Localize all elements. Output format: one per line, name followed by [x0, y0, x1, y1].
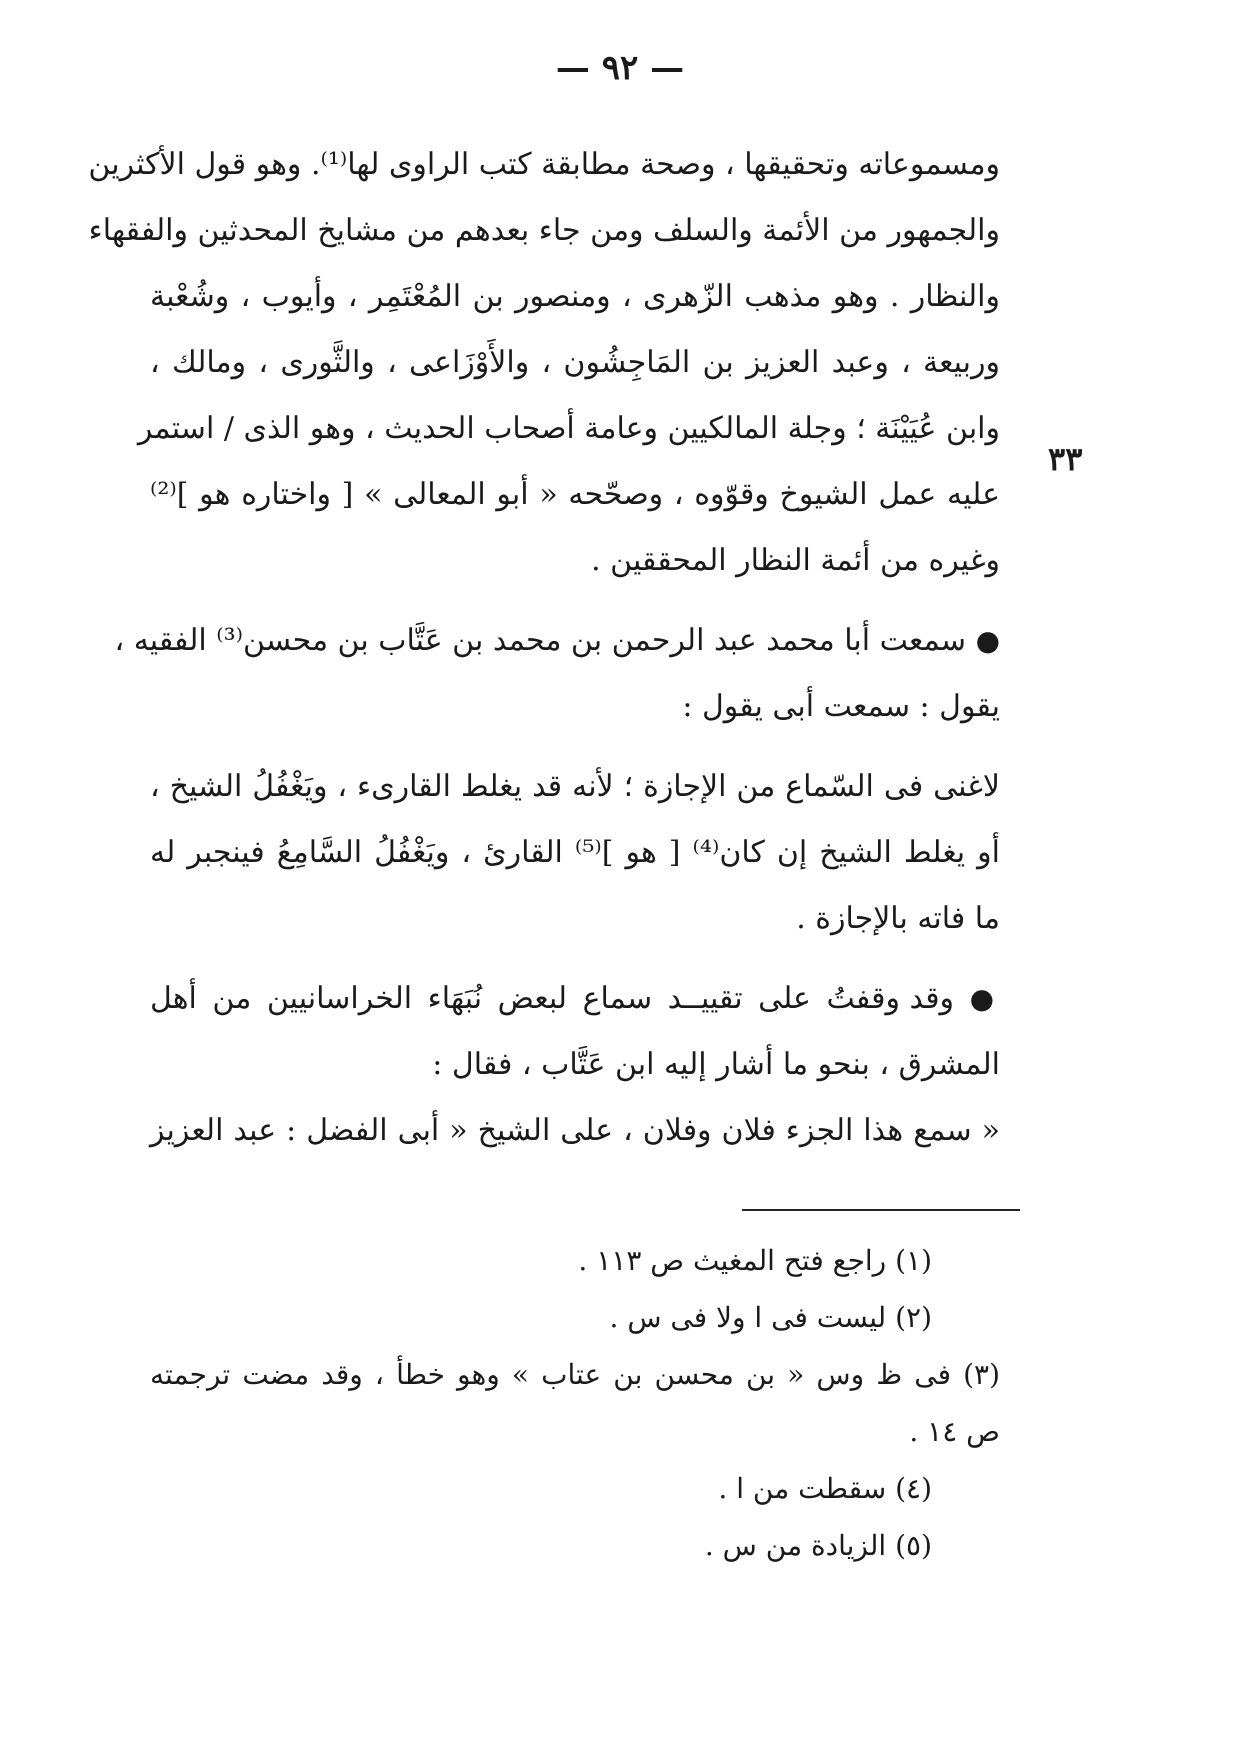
text-line: أو يغلط الشيخ إن كان⁽⁴⁾ [ هو ]⁽⁵⁾ القارئ ، ويَغْفُلُ السَّامِعُ فينجبر له [150, 835, 1000, 870]
text-line: ما فاته بالإجازة . [796, 901, 1000, 936]
text-line: يقول : سمعت أبى يقول : [682, 689, 1000, 724]
text-line: والنظار . وهو مذهب الزّهرى ، ومنصور بن المُعْتَمِر ، وأيوب ، وشُعْبة [150, 279, 1000, 314]
text-line: ومسموعاته وتحقيقها ، وصحة مطابقة كتب الراوى لها⁽¹⁾. وهو قول الأكثرين [88, 147, 1000, 182]
text-line: ● سمعت أبا محمد عبد الرحمن بن محمد بن عَتَّاب بن محسن⁽³⁾ الفقيه ، [114, 623, 1000, 658]
main-text [88, 132, 1000, 1164]
page-number: — ٩٢ — [555, 48, 685, 88]
footnote-divider [742, 1209, 1020, 1211]
text-line: لاغنى فى السّماع من الإجازة ؛ لأنه قد يغلط القارىء ، ويَغْفُلُ الشيخ ، [150, 769, 1000, 804]
text-line: وابن عُيَيْنَة ؛ وجلة المالكيين وعامة أصحاب الحديث ، وهو الذى / استمر [137, 411, 1000, 446]
text-line: « سمع هذا الجزء فلان وفلان ، على الشيخ « أبى الفضل : عبد العزيز [150, 1113, 1000, 1148]
footnote: (٣) فى ظ وس « بن محسن بن عتاب » وهو خطأ ، وقد مضت ترجمته [150, 1358, 1000, 1391]
text-line: عليه عمل الشيوخ وقوّوه ، وصحّحه « أبو المعالى » [ واختاره هو ]⁽²⁾ [150, 477, 1000, 512]
bullet-icon: ● [975, 624, 1000, 657]
footnote: (٥) الزيادة من س . [704, 1529, 932, 1562]
footnote: (٤) سقطت من ا . [718, 1472, 932, 1505]
text-line: وغيره من أئمة النظار المحققين . [591, 543, 1000, 578]
text-line: ● وقد وقفتُ على تقييــد سماع لبعض نُبَهَاء الخراسانيين من أهل [150, 981, 1000, 1016]
text-line: والجمهور من الأئمة والسلف ومن جاء بعدهم من مشايخ المحدثين والفقهاء [88, 213, 1000, 248]
margin-folio-number: ٣٣ [1048, 440, 1083, 478]
footnote: (٢) ليست فى ا ولا فى س . [609, 1301, 932, 1334]
bullet-icon: ● [969, 982, 1000, 1015]
text-line: وربيعة ، وعبد العزيز بن المَاجِشُون ، والأَوْزَاعى ، والثَّورى ، ومالك ، [150, 345, 1000, 380]
footnote: ص ١٤ . [909, 1415, 1000, 1448]
text-line: المشرق ، بنحو ما أشار إليه ابن عَتَّاب ، فقال : [432, 1047, 1000, 1082]
footnote: (١) راجع فتح المغيث ص ١١٣ . [578, 1244, 932, 1277]
footnotes [150, 1232, 1000, 1574]
